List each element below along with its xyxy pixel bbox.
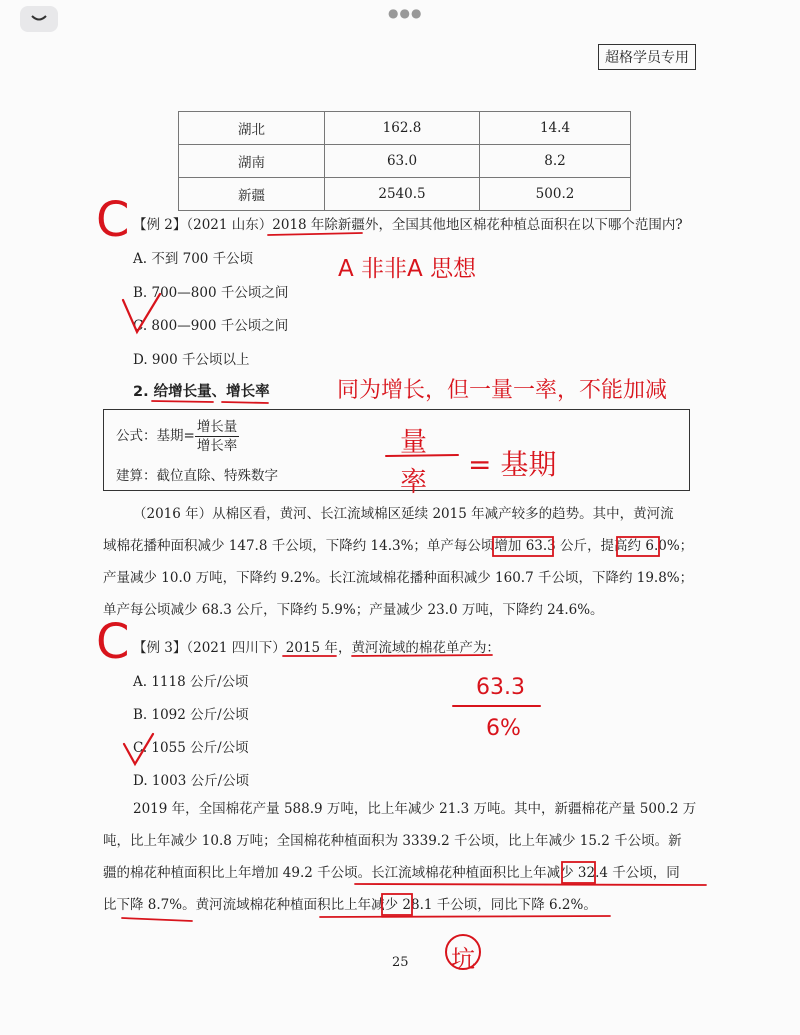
- section2-prefix: 2. 给: [133, 384, 169, 400]
- material1-line: 产量减少 10.0 万吨，下降约 9.2%。长江流域棉花播种面积减少 160.7 千公顷，下降约 19.8%；: [103, 570, 694, 586]
- underline-mark: [352, 655, 492, 656]
- material1-line: （2016 年）从棉区看，黄河、长江流域棉区延续 2015 年减产较多的趋势。其中，黄河流: [133, 506, 674, 522]
- formula-numerator: 增长量: [196, 419, 238, 435]
- formula-label: 公式：基期=: [116, 428, 195, 444]
- table-cell: 湖北: [179, 112, 325, 145]
- section2-term1: 增长量: [168, 384, 212, 400]
- note-rate: 率: [400, 467, 427, 498]
- text-span: 28.1 千公顷，同比下降 6.2%。: [398, 897, 597, 913]
- underline-mark: [320, 916, 610, 917]
- text-span: ；: [679, 538, 694, 554]
- text-span: ，提高约: [587, 538, 646, 554]
- underline-mark: [152, 401, 213, 402]
- text-span: 域棉花播种面积减少 147.8 千公顷，下降约 14.3%；单产每公顷增加: [103, 538, 526, 554]
- box-mark: [562, 862, 595, 883]
- table-cell: 63.0: [325, 145, 480, 178]
- text-span: 比下降 8.7%。黄河流域棉花种植面积比上年: [103, 897, 372, 913]
- example2-option-d: D. 900 千公顷以上: [133, 352, 250, 368]
- table-cell: 2540.5: [325, 178, 480, 211]
- example3-option-d: D. 1003 公斤/公顷: [133, 773, 250, 789]
- boxed-value: 减少: [546, 865, 574, 881]
- stamp-circle: [446, 935, 480, 969]
- table-cell: 500.2: [480, 178, 631, 211]
- box-mark: [493, 537, 553, 556]
- material1-line: 单产每公顷减少 68.3 公斤，下降约 5.9%；产量减少 23.0 万吨，下降约 24.6%。: [103, 602, 604, 618]
- table-cell: 湖南: [179, 145, 325, 178]
- box-mark: [382, 894, 412, 915]
- example3-option-b: B. 1092 公斤/公顷: [133, 707, 249, 723]
- underline-mark: [355, 884, 706, 885]
- example3-option-a: A. 1118 公斤/公顷: [133, 674, 249, 690]
- table-cell: 14.4: [480, 112, 631, 145]
- underline-mark: [222, 402, 268, 403]
- calc-denominator: 6%: [486, 716, 521, 741]
- text-span: 疆的棉花种植面积比上年增加 49.2 千公顷。长江流域棉花种植面积比上年: [103, 865, 547, 881]
- boxed-value: 6.0%: [645, 538, 680, 554]
- formula-denominator: 增长率: [196, 438, 238, 454]
- formula-tip: 建算：截位直除、特殊数字: [116, 468, 278, 484]
- example3-option-c: C. 1055 公斤/公顷: [133, 740, 249, 756]
- stamp-text: 坑: [451, 945, 475, 973]
- underline-mark: [122, 918, 192, 921]
- example3-prefix: 【例 3】（2021 四川下）: [133, 640, 286, 656]
- example3-sep: ，: [337, 640, 352, 656]
- example2-rest: ，全国其他地区棉花种植总面积在以下哪个范围内?: [378, 217, 683, 233]
- underline-mark: [268, 233, 362, 235]
- note-example2: A 非非A 思想: [338, 256, 477, 282]
- more-dots-icon[interactable]: ●●●: [388, 6, 423, 20]
- boxed-value: 63.3 公斤: [525, 538, 588, 554]
- fraction-bar: [386, 455, 458, 456]
- section2-term2: 增长率: [226, 384, 270, 400]
- answer-mark-example2: C: [96, 192, 130, 248]
- checkmark-icon: [124, 734, 153, 764]
- example2-prefix: 【例 2】（2021 山东）: [133, 217, 273, 233]
- boxed-value: 减少: [371, 897, 399, 913]
- table-cell: 8.2: [480, 145, 631, 178]
- calc-numerator: 63.3: [476, 675, 525, 700]
- example2-option-a: A. 不到 700 千公顷: [133, 251, 254, 267]
- text-span: 32.4 千公顷，同: [573, 865, 680, 881]
- example3-subject: 黄河流域的棉花单产: [351, 640, 473, 656]
- example2-highlight: 2018 年除新疆外: [272, 217, 379, 233]
- material2-line: 吨，比上年减少 10.8 万吨；全国棉花种植面积为 3339.2 千公顷，比上年减少 15.2 千公顷。新: [103, 833, 682, 849]
- example3-year: 2015 年: [285, 640, 338, 656]
- table-cell: 162.8: [325, 112, 480, 145]
- example2-option-b: B. 700—800 千公顷之间: [133, 285, 289, 301]
- table-cell: 新疆: [179, 178, 325, 211]
- section2-sep: 、: [211, 384, 227, 400]
- note-section2: 同为增长，但一量一率，不能加减: [337, 378, 668, 403]
- answer-mark-example3: C: [96, 614, 130, 670]
- material2-line: 2019 年，全国棉花产量 588.9 万吨，比上年减少 21.3 万吨。其中，新疆棉花产量 500.2 万: [133, 801, 697, 817]
- example2-option-c: C. 800—900 千公顷之间: [133, 318, 289, 334]
- page-number: 25: [392, 955, 409, 970]
- note-equals-base: = 基期: [468, 448, 557, 481]
- example3-suffix: 为：: [472, 640, 500, 656]
- checkmark-icon: [123, 294, 160, 332]
- box-mark: [617, 537, 659, 556]
- note-quantity: 量: [400, 427, 427, 458]
- header-badge: 超格学员专用: [598, 44, 696, 70]
